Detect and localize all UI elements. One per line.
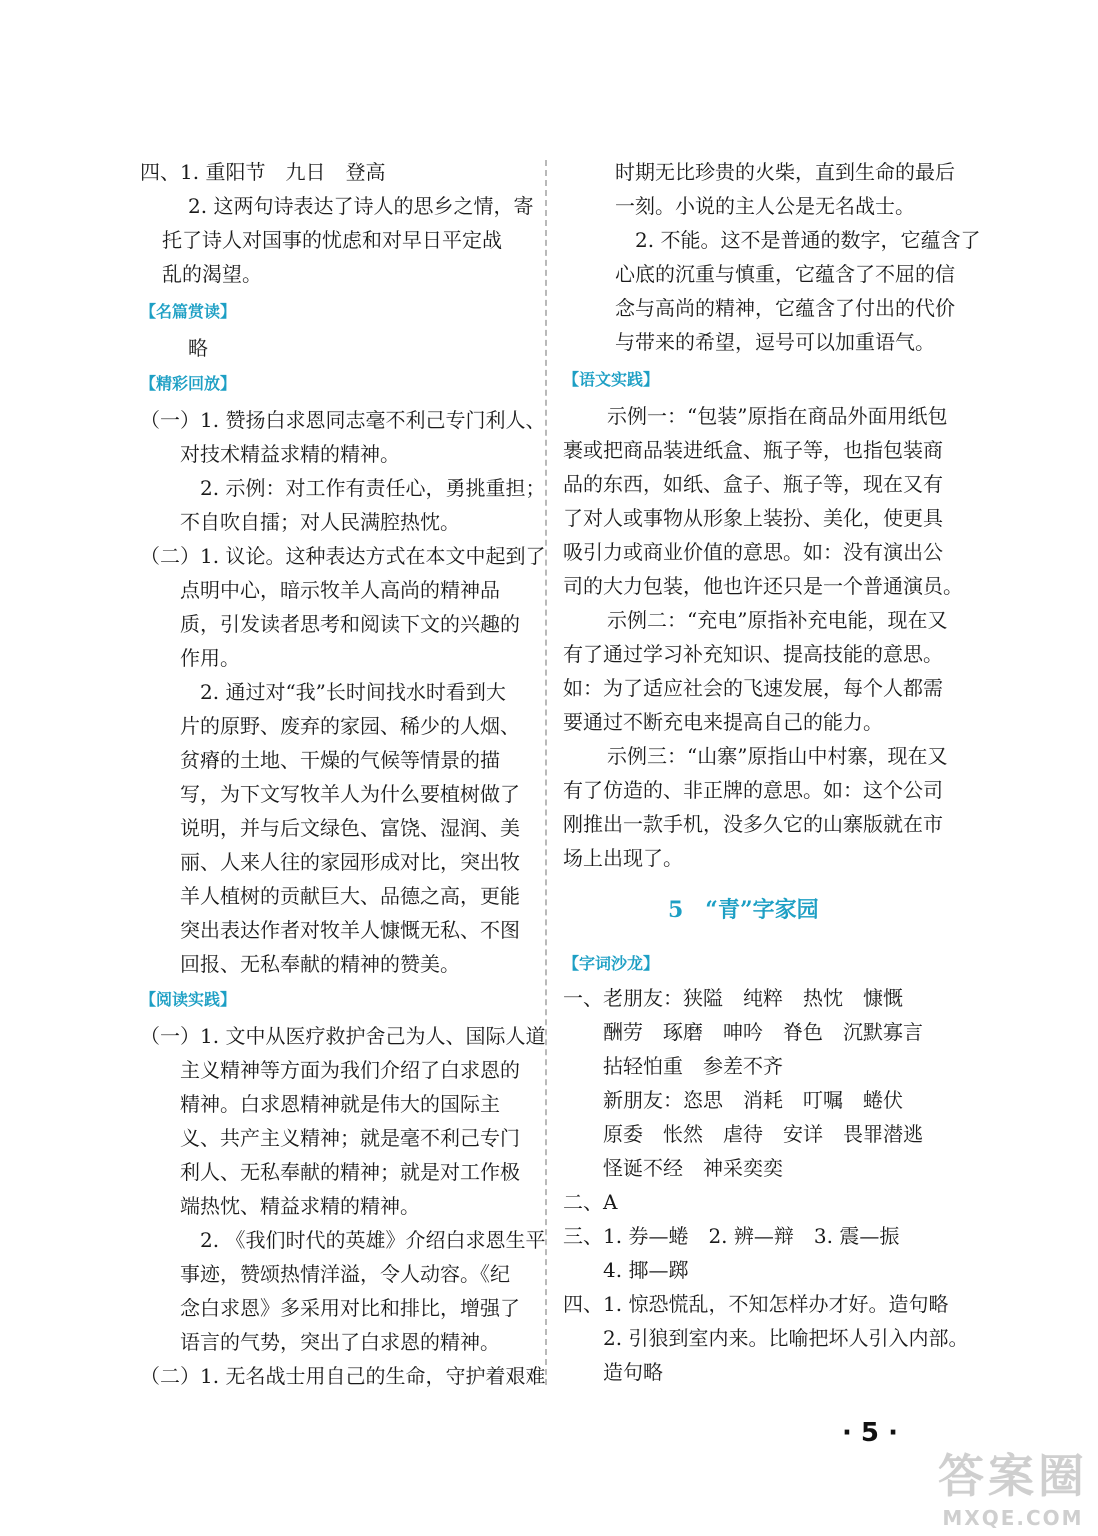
text-line: 新朋友：恣思 消耗 叮嘱 蜷伏 <box>603 1088 903 1112</box>
text-line: 示例三：“山寨”原指山中村寨，现在又 <box>607 744 948 768</box>
text-line: 2. 示例：对工作有责任心，勇挑重担； <box>200 476 546 500</box>
text-line: 作用。 <box>180 646 240 670</box>
text-line: 2. 通过对“我”长时间找水时看到大 <box>200 680 506 704</box>
text-line: 贫瘠的土地、干燥的气候等情景的描 <box>180 748 500 772</box>
section-label-yuwen: 【语文实践】 <box>563 370 660 389</box>
text-line: （二）1. 议论。这种表达方式在本文中起到了 <box>140 544 546 568</box>
text-line: 略 <box>188 336 208 360</box>
text-line: （一）1. 赞扬白求恩同志毫不利己专门利人、 <box>140 408 546 432</box>
text-line: 了对人或事物从形象上装扮、美化，使更具 <box>563 506 943 530</box>
text-line: 回报、无私奉献的精神的赞美。 <box>180 952 460 976</box>
text-line: 品的东西，如纸、盒子、瓶子等，现在又有 <box>563 472 943 496</box>
text-line: （二）1. 无名战士用自己的生命，守护着艰难 <box>140 1364 546 1388</box>
text-line: 刚推出一款手机，没多久它的山寨版就在市 <box>563 812 943 836</box>
text-line: 点明中心，暗示牧羊人高尚的精神品 <box>180 578 500 602</box>
text-line: （一）1. 文中从医疗救护舍己为人、国际人道 <box>140 1024 546 1048</box>
text-line: 吸引力或商业价值的意思。如：没有演出公 <box>563 540 943 564</box>
text-line: 不自吹自擂；对人民满腔热忱。 <box>180 510 460 534</box>
section-label-mingpian: 【名篇赏读】 <box>140 302 237 321</box>
watermark-logo <box>938 1440 1088 1530</box>
text-line: 要通过不断充电来提高自己的能力。 <box>563 710 883 734</box>
text-line: 示例一：“包装”原指在商品外面用纸包 <box>607 404 948 428</box>
text-line: 怪诞不经 神采奕奕 <box>603 1156 783 1180</box>
text-line: 说明，并与后文绿色、富饶、湿润、美 <box>180 816 520 840</box>
text-line: 事迹，赞颂热情洋溢，令人动容。《纪 <box>180 1262 510 1286</box>
text-line: 片的原野、废弃的家园、稀少的人烟、 <box>180 714 520 738</box>
text-line: 四、1. 重阳节 九日 登高 <box>140 160 386 184</box>
text-line: 主义精神等方面为我们介绍了白求恩的 <box>180 1058 520 1082</box>
text-line: 托了诗人对国事的忧虑和对早日平定战 <box>162 228 502 252</box>
text-line: 有了仿造的、非正牌的意思。如：这个公司 <box>563 778 943 802</box>
text-line: 质，引发读者思考和阅读下文的兴趣的 <box>180 612 520 636</box>
text-line: 三、1. 券—蜷 2. 辨—辩 3. 震—振 <box>563 1224 900 1248</box>
text-line: 4. 揶—踯 <box>603 1258 689 1282</box>
section-label-zici: 【字词沙龙】 <box>563 954 660 973</box>
text-line: 2. 不能。这不是普通的数字，它蕴含了 <box>635 228 981 252</box>
text-line: 写，为下文写牧羊人为什么要植树做了 <box>180 782 520 806</box>
page-number: · 5 · <box>842 1418 898 1448</box>
text-line: 司的大力包装，他也许还只是一个普通演员。 <box>563 574 963 598</box>
lesson-title: 5 “青”字家园 <box>668 897 819 923</box>
text-line: 利人、无私奉献的精神；就是对工作极 <box>180 1160 520 1184</box>
text-line: 造句略 <box>603 1360 663 1384</box>
text-line: 羊人植树的贡献巨大、品德之高，更能 <box>180 884 520 908</box>
section-label-jingcai: 【精彩回放】 <box>140 374 237 393</box>
text-line: 2. 这两句诗表达了诗人的思乡之情，寄 <box>188 194 534 218</box>
text-line: 念与高尚的精神，它蕴含了付出的代价 <box>615 296 955 320</box>
text-line: 突出表达作者对牧羊人慷慨无私、不图 <box>180 918 520 942</box>
text-line: 如：为了适应社会的飞速发展，每个人都需 <box>563 676 943 700</box>
watermark-text: 答案圈 <box>938 1449 1088 1503</box>
text-line: 一刻。小说的主人公是无名战士。 <box>615 194 915 218</box>
text-line: 有了通过学习补充知识、提高技能的意思。 <box>563 642 943 666</box>
text-line: 四、1. 惊恐慌乱，不知怎样办才好。造句略 <box>563 1292 949 1316</box>
text-line: 酬劳 琢磨 呻吟 脊色 沉默寡言 <box>603 1020 923 1044</box>
text-line: 心底的沉重与慎重，它蕴含了不屈的信 <box>615 262 955 286</box>
text-line: 念白求恩》多采用对比和排比，增强了 <box>180 1296 520 1320</box>
text-line: 示例二：“充电”原指补充电能，现在又 <box>607 608 948 632</box>
text-line: 与带来的希望，逗号可以加重语气。 <box>615 330 935 354</box>
text-line: 裹或把商品装进纸盒、瓶子等，也指包装商 <box>563 438 943 462</box>
text-line: 场上出现了。 <box>563 846 683 870</box>
text-line: 二、A <box>563 1190 618 1214</box>
text-line: 拈轻怕重 参差不齐 <box>603 1054 783 1078</box>
text-line: 乱的渴望。 <box>162 262 262 286</box>
text-line: 2. 《我们时代的英雄》介绍白求恩生平 <box>200 1228 546 1252</box>
text-line: 语言的气势，突出了白求恩的精神。 <box>180 1330 500 1354</box>
text-line: 2. 引狼到室内来。比喻把坏人引入内部。 <box>603 1326 969 1350</box>
text-line: 对技术精益求精的精神。 <box>180 442 400 466</box>
text-line: 端热忱、精益求精的精神。 <box>180 1194 420 1218</box>
text-line: 义、共产主义精神；就是毫不利己专门 <box>180 1126 520 1150</box>
text-line: 时期无比珍贵的火柴，直到生命的最后 <box>615 160 955 184</box>
section-label-yuedu: 【阅读实践】 <box>140 990 237 1009</box>
text-line: 一、老朋友：狭隘 纯粹 热忱 慷慨 <box>563 986 903 1010</box>
text-line: 原委 怅然 虐待 安详 畏罪潜逃 <box>603 1122 923 1146</box>
column-divider <box>545 160 547 1385</box>
text-line: 丽、人来人往的家园形成对比，突出牧 <box>180 850 520 874</box>
text-line: 精神。白求恩精神就是伟大的国际主 <box>180 1092 500 1116</box>
watermark-url: MXQE.COM <box>942 1506 1084 1530</box>
